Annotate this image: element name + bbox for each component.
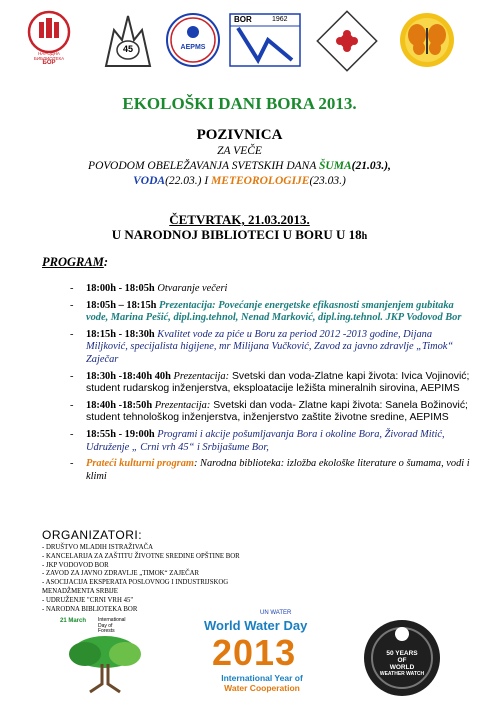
program-time: 18:40h -18:50h [86, 399, 153, 411]
organizer-item: - KANCELARIJA ZA ZAŠTITU ŽIVOTNE SREDINE OPŠTINE BOR [42, 553, 282, 562]
crni-vrh-number: 45 [122, 44, 133, 54]
forests-date-label: 21 March [60, 618, 87, 624]
program-label: Prezentacija: [170, 370, 230, 382]
program-item: - 18:40h -18:50h Prezentacija: Svetski dan voda- Zlatne kapi života: Sanela Božinović; student tehnološkog inženjerstva, inženjerstvo zaštite životne sredine, AEPIMS [70, 399, 468, 424]
program-colon: : [103, 255, 108, 269]
wwd-year: 2013 [212, 632, 297, 673]
forests-text-1: International [98, 617, 126, 623]
organizers-heading: ORGANIZATORI: [42, 528, 143, 542]
program-time: 18:30h -18:40h 40h [86, 370, 171, 382]
program-time: 18:00h - 18:05h [86, 283, 155, 294]
wwd-title: World Water Day [204, 618, 308, 633]
program-time: 18:15h - 18:30h [86, 328, 155, 340]
invitation-block [0, 127, 479, 189]
invitation-line-2 [0, 159, 479, 174]
wmo-of: OF [397, 657, 407, 664]
vodovod-logo [228, 10, 302, 70]
program-label: Prateći kulturni program [86, 458, 194, 470]
library-city: БОР [42, 60, 56, 66]
event-place-hour-suffix: h [361, 231, 368, 242]
program-item: - 18:05h – 18:15h Prezentacija: Povećanje energetske efikasnosti smanjenjem gubitaka vode, Marina Pešić, dipl.ing.tehnol, Nenad Marković, dipl.ing.tehnol. JKP Vodovod Bor [70, 299, 462, 324]
wwd-subtitle [206, 673, 318, 693]
aepms-logo [164, 10, 222, 70]
program-label: PROGRAM [42, 255, 104, 269]
un-water-label: UN WATER [260, 610, 292, 616]
program-item: - 18:00h - 18:05h Otvaranje večeri [70, 283, 228, 294]
invitation-line-3 [0, 174, 479, 189]
wmo-world: WORLD [389, 664, 415, 671]
butterfly-sun-icon [396, 10, 458, 70]
forests-text-3: Forests [98, 628, 115, 634]
program-text: Narodna biblioteka: izložba ekološke literature o šumama, vodi i klimi [86, 458, 470, 482]
program-list [70, 283, 470, 487]
organizer-item: - UDRUŽENJE "CRNI VRH 45" [42, 597, 282, 606]
water-word: VODA [133, 175, 166, 187]
event-place-text: U NARODNOJ BIBLIOTECI U BORU U 18 [111, 227, 362, 242]
forests-day-logo [50, 618, 190, 696]
forests-day-text [98, 618, 126, 635]
aepms-emblem-icon [164, 10, 222, 70]
meteo-word: METEOROLOGIJE [211, 175, 310, 187]
mountain-icon [100, 10, 156, 70]
program-time: 18:55h - 19:00h [86, 428, 155, 440]
wwd-subtitle-2: Water Cooperation [224, 683, 300, 693]
library-name-2: БИБЛИОТЕКА [33, 56, 65, 61]
program-heading [42, 255, 108, 270]
program-text: Svetski dan voda- Zlatne kapi života: Sanela Božinović; student tehnološkog inženjerstva, inženjerstvo zaštite životne sredine, AEPIMS [86, 399, 468, 424]
butterfly-logo [396, 10, 458, 70]
organizers-list [42, 544, 282, 614]
program-item: - 18:15h - 18:30h Kvalitet vode za piće u Boru za period 2012 -2013 godine, Dijana Miljković, specijalista higijene, mr Milijana Vučković, Zavod za javno zdravlje „Timok“ Zaječar [70, 328, 454, 365]
event-title: EKOLOŠKI DANI BORA 2013. [122, 94, 357, 113]
program-item: - 18:55h - 19:00h Programi i akcije pošumljavanja Bora i okoline Bora, Živorad Mitić, Udruženje „ Crni vrh 45“ i Srbijašume Bor, [70, 428, 445, 453]
invitation-line-2-text: POVODOM OBELEŽAVANJA SVETSKIH DANA [88, 160, 320, 172]
organizer-item: - DRUŠTVO MLADIH ISTRAŽIVAČA [42, 544, 282, 553]
invitation-line-1: ZA VEČE [217, 145, 262, 157]
water-date: (22.03.) I [165, 175, 212, 187]
tree-icon [50, 634, 190, 696]
invitation-heading: POZIVNICA [196, 127, 283, 143]
forests-text-2: Day of [98, 622, 113, 629]
crni-vrh-logo [100, 10, 156, 70]
program-text: Kvalitet vode za piće u Boru za period 2012 -2013 godine, Dijana Miljković, specijalista higijene, mr Milijana Vučković, Zavod za javno zdravlje „Timok“ Zaječar [86, 328, 454, 365]
library-name-1: НАРОДНА [38, 51, 60, 56]
program-label: Prezentacija: [159, 299, 216, 311]
program-text: Svetski dan voda-Zlatne kapi života: Ivica Vojinović; student rudarskog inženjerstva, eksploatacije ležišta mineralnih sirovina, AEPIMS [86, 370, 470, 395]
date-block [0, 212, 479, 244]
wwd-subtitle-1: International Year of [221, 673, 303, 683]
wmo-watch: WEATHER WATCH [379, 671, 425, 677]
organizers-block [42, 528, 282, 614]
organizer-item: - ZAVOD ZA JAVNO ZDRAVLJE „TIMOK“ ZAJEČAR [42, 570, 282, 579]
vodovod-brand: BOR [234, 15, 252, 24]
program-item: - 18:30h -18:40h 40h Prezentacija: Svetski dan voda-Zlatne kapi života: Ivica Vojinović; student rudarskog inženjerstva, eksploatacije ležišta mineralnih sirovina, AEPIMS [70, 370, 470, 395]
program-time: 18:05h – 18:15h [86, 299, 157, 311]
library-logo [24, 10, 74, 70]
forests-date: (21.03.), [351, 160, 391, 172]
wmo-years: 50 YEARS [386, 650, 418, 657]
program-text: Programi i akcije pošumljavanja Bora i okoline Bora, Živorad Mitić, Udruženje „ Crni vrh 45“ i Srbijašume Bor, [86, 428, 445, 453]
event-place [0, 227, 479, 244]
organizer-item: - NARODNA BIBLIOTEKA BOR [42, 606, 282, 615]
program-label-colon: : [193, 458, 198, 470]
program-text: Otvaranje večeri [157, 283, 228, 294]
program-text: Povećanje energetske efikasnosti smanjenjem gubitaka vode, Marina Pešić, dipl.ing.tehnol, Nenad Marković, dipl.ing.tehnol. JKP Vodovod Bor [86, 299, 462, 324]
world-water-day-logo [200, 610, 320, 696]
program-label: Prezentacija: [152, 399, 211, 411]
organizer-item: - ASOCIJACIJA EKSPERATA POSLOVNOG I INDUSTRIJSKOG MENADŽMENTA SRBIJE [42, 579, 282, 597]
meteo-date: (23.03.) [309, 175, 346, 187]
wmo-text [362, 650, 442, 678]
aepms-label: AEPMS [180, 44, 206, 51]
event-date: ČETVRTAK, 21.03.2013. [169, 212, 310, 227]
dmi-emblem-icon [316, 10, 378, 72]
header-logos [22, 10, 462, 72]
program-item: - Prateći kulturni program: Narodna biblioteka: izložba ekološke literature o šumama, vodi i klimi [70, 458, 470, 482]
forests-word: ŠUMA [319, 160, 352, 172]
wmo-logo [362, 618, 442, 698]
dmi-logo [316, 10, 378, 70]
organizer-item: - JKP VODOVOD BOR [42, 562, 282, 571]
vodovod-year: 1962 [272, 16, 288, 23]
